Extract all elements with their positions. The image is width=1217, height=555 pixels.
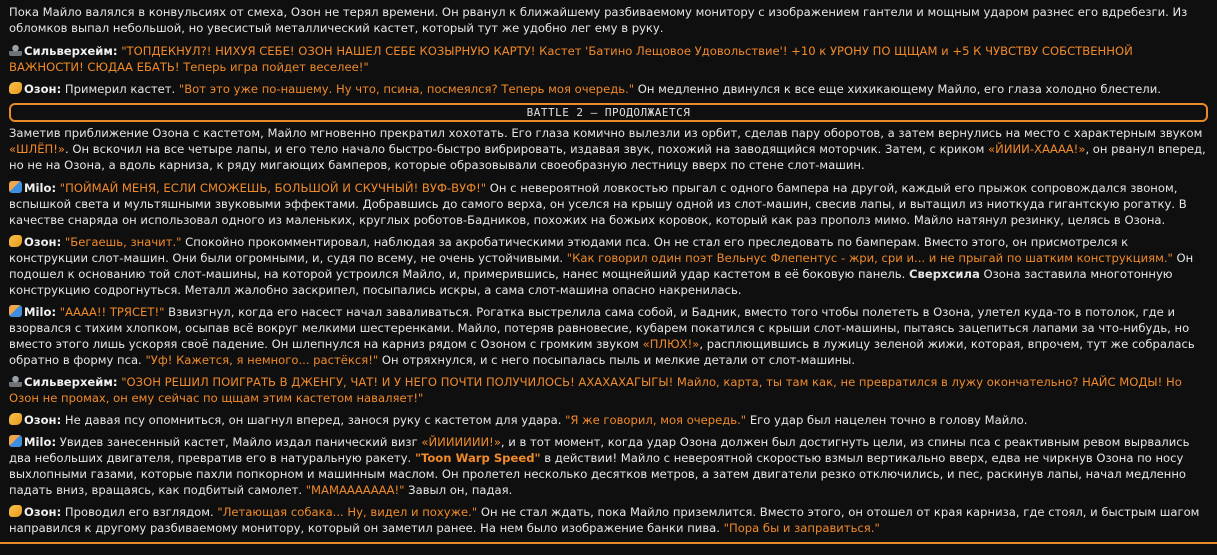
quoted-speech: "Как говорил один поэт Вельнус Флепентус - жри, сри и... и не прыгай по шатким конструкциям."	[566, 251, 1173, 265]
battle-banner: BATTLE 2 – ПРОДОЛЖАЕТСЯ	[9, 103, 1208, 122]
message-text: Спокойно прокомментировал, наблюдая за акробатическими этюдами пса. Он не стал его преследовать по бамперам. Вместо этого, он присмотрелся к конструкции слот-машин. Они были огромными, и, судя по всему, не очень устойчивыми.	[9, 235, 1129, 265]
flexed-bicep-icon	[9, 413, 22, 425]
bust-icon	[9, 375, 22, 387]
bust-icon	[9, 44, 22, 56]
quoted-speech: "Бегаешь, значит."	[64, 235, 182, 249]
character-message	[9, 43, 1208, 75]
message-text: Заметив приближение Озона с кастетом, Майло мгновенно прекратил хохотать. Его глаза комично вылезли из орбит, сделав пару оборотов, а затем вернулись на место с характерным звуком	[9, 126, 1203, 140]
message-text: , расплющившись в лужицу зеленой жижи, которая, впрочем, тут же собралась обратно в форму пса.	[9, 337, 1195, 367]
quoted-speech: "ПОЙМАЙ МЕНЯ, ЕСЛИ СМОЖЕШЬ, БОЛЬШОЙ И СКУЧНЫЙ! ВУФ-ВУФ!"	[59, 181, 487, 195]
character-message	[9, 374, 1208, 406]
speaker-name: Milo:	[24, 181, 57, 195]
speaker-name: Озон:	[24, 82, 62, 96]
quoted-speech: "Летающая собака... Ну, видел и похуже."	[217, 505, 478, 519]
flexed-bicep-icon	[9, 505, 22, 517]
message-text: Сверхсила	[909, 267, 980, 281]
quoted-speech: "АААА!! ТРЯСЕТ!"	[59, 305, 165, 319]
message-text: Проводил его взглядом.	[64, 505, 218, 519]
narration-message	[9, 4, 1208, 36]
divider	[0, 542, 1217, 548]
quoted-speech: "Toon Warp Speed"	[414, 451, 541, 465]
message-text: Примерил кастет.	[64, 82, 179, 96]
quoted-speech: "Уф! Кажется, я немного... растёкся!"	[145, 353, 379, 367]
dog-icon	[9, 305, 22, 317]
character-message	[9, 81, 1208, 97]
speaker-name: Сильверхейм:	[24, 375, 118, 389]
flexed-bicep-icon	[9, 235, 22, 247]
character-message	[9, 234, 1208, 298]
character-message	[9, 504, 1208, 536]
flexed-bicep-icon	[9, 82, 22, 94]
message-text: Завыл он, падая.	[404, 483, 513, 497]
character-message	[9, 180, 1208, 228]
character-message	[9, 434, 1208, 498]
speaker-name: Озон:	[24, 413, 62, 427]
message-text: Его удар был нацелен точно в голову Майло.	[746, 413, 1028, 427]
quoted-speech: "МАМААААААА!"	[305, 483, 405, 497]
quoted-speech: «ЙИИИИИИ!»	[421, 435, 501, 449]
message-text: Озона заставила многотонную конструкцию содрогнуться. Металл жалобно заскрипел, посыпались искры, а сама слот-машина опасно накренилась.	[9, 267, 1173, 297]
quoted-speech: "ТОПДЕКНУЛ?! НИХУЯ СЕБЕ! ОЗОН НАШЕЛ СЕБЕ КОЗЫРНУЮ КАРТУ! Кастет 'Батино Лещовое Удовольствие'! +10 к УРОНУ ПО ЩЩАМ и +5 К ЧУВСТВУ СОБСТВЕННОЙ ВАЖНОСТИ! СЮДАА ЕБАТЬ! Теперь игра пойдет веселее!"	[9, 44, 1133, 74]
message-text: Пока Майло валялся в конвульсиях от смеха, Озон не терял времени. Он рванул к ближайшему разбиваемому монитору с изображением гантели и мощным ударом разнес его вдребезги. Из обломков выпал небольшой, но увесистый металлический кастет, который тут же удобно лег ему в руку.	[9, 5, 1188, 35]
speaker-name: Озон:	[24, 235, 62, 249]
speaker-name: Озон:	[24, 505, 62, 519]
message-text: в действии! Майло с невероятной скоростью взмыл вертикально вверх, едва не чиркнув Озона по носу выхлопными газами, которые пахли попкорном и машинным маслом. Он пролетел несколько десятков метров, а затем двигатели резко отключились, и пес, раскинув лапы, начал медленно падать вниз, вращаясь, как подбитый самолет.	[9, 451, 1187, 497]
message-text: Он отряхнулся, и с него посыпалась пыль и мелкие детали от слот-машины.	[378, 353, 856, 367]
character-message	[9, 412, 1208, 428]
message-text: . Он вскочил на все четыре лапы, и его тело начало быстро-быстро вибрировать, издавая звук, похожий на заводящийся моторчик. Затем, с криком	[65, 142, 989, 156]
quoted-speech: "Вот это уже по-нашему. Ну что, псина, посмеялся? Теперь моя очередь."	[178, 82, 635, 96]
message-text: , он рванул вперед, но не на Озона, а вдоль карниза, к ряду мигающих бамперов, которые образовывали своеобразную лестницу вверх по стене слот-машин.	[9, 142, 1206, 172]
message-text: Он не стал ждать, пока Майло приземлится. Вместо этого, он отошел от края карниза, где стоял, и быстрым шагом направился к другому разбиваемому монитору, который он заметил ранее. На нем было изображение банки пива.	[9, 505, 1200, 535]
message-text: Взвизгнул, когда его насест начал заваливаться. Рогатка выстрелила сама собой, и Бадник, вместо того чтобы полететь в Озона, улетел куда-то в потолок, где и взорвался с тихим хлопком, осыпав всё вокруг мелкими шестеренками. Майло, потеряв равновесие, кубарем покатился с крыши слот-машины, пытаясь зацепиться лапами за что-нибудь, но вместо этого лишь ускоряя своё падение. Он шлепнулся на карниз рядом с Озоном с громким звуком	[9, 305, 1190, 351]
message-text: Он подошел к основанию той слот-машины, на которой устроился Майло, и, примерившись, нанес мощнейший удар кастетом в её боковую панель.	[9, 251, 1194, 281]
message-text: Увидев занесенный кастет, Майло издал панический визг	[59, 435, 422, 449]
quoted-speech: "Пора бы и заправиться."	[723, 521, 880, 535]
quoted-speech: «ПЛЮХ!»	[642, 337, 700, 351]
message-text: Не давая псу опомниться, он шагнул вперед, занося руку с кастетом для удара.	[64, 413, 566, 427]
quoted-speech: «ШЛЁП!»	[9, 142, 65, 156]
message-text: , и в тот момент, когда удар Озона должен был достигнуть цели, из спины пса с реактивным ревом вырвались два небольших двигателя, превратив его в натуральную ракету.	[9, 435, 1190, 465]
speaker-name: Сильверхейм:	[24, 44, 118, 58]
character-message	[9, 304, 1208, 368]
speaker-name: Milo:	[24, 305, 57, 319]
dog-icon	[9, 181, 22, 193]
message-text: Он с невероятной ловкостью прыгал с одного бампера на другой, каждый его прыжок сопровождался звоном, вспышкой света и мультяшными звуковыми эффектами. Добравшись до самого верха, он уселся на крышу одной из слот-машин, свесив лапы, и вытащил из ниоткуда гигантскую рогатку. В качестве снаряда он использовал одного из маленьких, круглых роботов-Бадников, похожих на божьих коровок, который как раз прополз мимо. Майло натянул резинку, целясь в Озона.	[9, 181, 1187, 227]
quoted-speech: "ОЗОН РЕШИЛ ПОИГРАТЬ В ДЖЕНГУ, ЧАТ! И У НЕГО ПОЧТИ ПОЛУЧИЛОСЬ! АХАХАХАГЫГЫ! Майло, карта, ты там как, не превратился в лужу окончательно? НАЙС МОДЫ! Но Озон не промах, он ему сейчас по щщам этим кастетом наваляет!"	[9, 375, 1182, 405]
quoted-speech: "Я же говорил, моя очередь."	[565, 413, 747, 427]
speaker-name: Milo:	[24, 435, 57, 449]
narration-message	[9, 125, 1208, 173]
quoted-speech: «ЙИИИ-ХАААА!»	[988, 142, 1086, 156]
dog-icon	[9, 435, 22, 447]
message-text: Он медленно двинулся к все еще хихикающему Майло, его глаза холодно блестели.	[634, 82, 1161, 96]
